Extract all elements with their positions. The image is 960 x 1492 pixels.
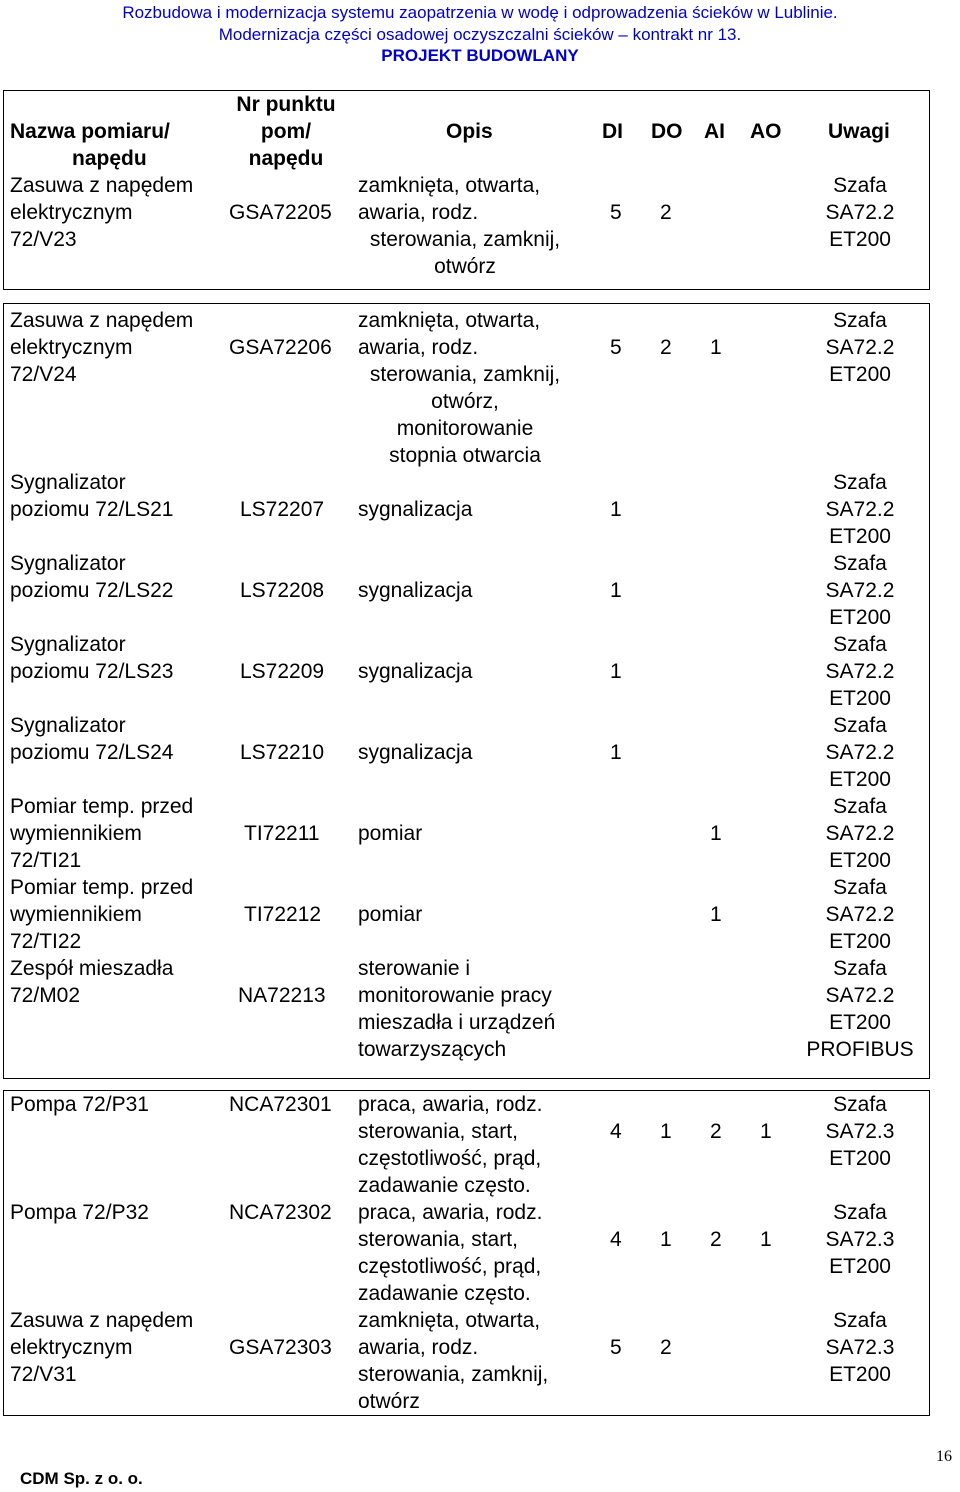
row-opis: monitorowanie (396, 417, 534, 440)
row-point: GSA72205 (229, 201, 332, 224)
row-uwagi: Szafa (833, 795, 887, 818)
row-name: Pompa 72/P32 (10, 1201, 149, 1224)
row-uwagi: SA72.2 (825, 579, 895, 602)
row-uwagi: ET200 (829, 525, 891, 548)
row-opis: pomiar (358, 903, 423, 926)
row-opis: mieszadła i urządzeń (358, 1011, 556, 1034)
company-name: CDM Sp. z o. o. (20, 1469, 143, 1488)
row-name: Pomiar temp. przed (10, 795, 194, 818)
row-uwagi: Szafa (833, 552, 887, 575)
row-opis: stopnia otwarcia (389, 444, 541, 467)
row-opis: pomiar (358, 822, 423, 845)
col-header-ao: AO (750, 120, 782, 143)
row-ai: 2 (710, 1228, 722, 1251)
row-point: NA72213 (238, 984, 326, 1007)
row-opis: sygnalizacja (358, 579, 473, 602)
row-name: Sygnalizator (10, 471, 126, 494)
row-name: Sygnalizator (10, 552, 126, 575)
row-uwagi: SA72.2 (825, 498, 895, 521)
row-point: LS72210 (240, 741, 325, 764)
row-uwagi: SA72.2 (825, 660, 895, 683)
row-ai: 1 (710, 822, 722, 845)
row-opis: awaria, rodz. (358, 201, 479, 224)
row-opis: otwórz (434, 255, 496, 278)
row-uwagi: ET200 (829, 606, 891, 629)
row-uwagi: SA72.2 (825, 336, 895, 359)
col-header-opis: Opis (446, 120, 493, 143)
row-do: 1 (660, 1120, 672, 1143)
row-opis: praca, awaria, rodz. (358, 1093, 543, 1116)
row-opis: zadawanie często. (358, 1282, 531, 1305)
row-ao: 1 (760, 1228, 772, 1251)
row-uwagi: Szafa (833, 876, 887, 899)
row-uwagi: Szafa (833, 714, 887, 737)
row-opis: częstotliwość, prąd, (358, 1255, 542, 1278)
row-name: 72/TI22 (10, 930, 82, 953)
row-point: TI72212 (244, 903, 322, 926)
row-uwagi: ET200 (829, 228, 891, 251)
row-ai: 1 (710, 336, 722, 359)
row-uwagi: ET200 (829, 1255, 891, 1278)
row-uwagi: ET200 (829, 930, 891, 953)
row-di: 1 (610, 741, 622, 764)
row-do: 1 (660, 1228, 672, 1251)
row-uwagi: Szafa (833, 309, 887, 332)
row-opis: awaria, rodz. (358, 1336, 479, 1359)
row-uwagi: ET200 (829, 1147, 891, 1170)
row-point: LS72208 (240, 579, 325, 602)
row-name: Zespół mieszadła (10, 957, 174, 980)
row-name: poziomu 72/LS24 (10, 741, 174, 764)
row-uwagi: SA72.2 (825, 201, 895, 224)
row-uwagi: ET200 (829, 849, 891, 872)
row-do: 2 (660, 201, 672, 224)
row-name: 72/M02 (10, 984, 81, 1007)
row-point: NCA72302 (229, 1201, 332, 1224)
row-opis: otwórz (358, 1390, 420, 1413)
header-title-line1: Rozbudowa i modernizacja systemu zaopatrzenia w wodę i odprowadzenia ścieków w Lublinie. (122, 3, 838, 22)
row-opis: awaria, rodz. (358, 336, 479, 359)
row-uwagi: SA72.2 (825, 822, 895, 845)
row-uwagi: Szafa (833, 1309, 887, 1332)
row-name: wymiennikiem (10, 822, 142, 845)
row-uwagi: ET200 (829, 687, 891, 710)
row-di: 1 (610, 660, 622, 683)
col-header-point-2: pom/ (260, 120, 312, 143)
row-name: 72/V24 (10, 363, 77, 386)
row-point: LS72209 (240, 660, 325, 683)
row-name: elektrycznym (10, 201, 133, 224)
row-name: poziomu 72/LS21 (10, 498, 174, 521)
row-name: wymiennikiem (10, 903, 142, 926)
row-name: Pompa 72/P31 (10, 1093, 149, 1116)
row-di: 1 (610, 498, 622, 521)
row-opis: sterowania, start, (358, 1228, 518, 1251)
header-title-line2: Modernizacja części osadowej oczyszczalni ścieków – kontrakt nr 13. (218, 25, 742, 44)
row-uwagi: ET200 (829, 1011, 891, 1034)
col-header-point: Nr punktu (236, 93, 336, 116)
row-opis: praca, awaria, rodz. (358, 1201, 543, 1224)
row-opis: sygnalizacja (358, 741, 473, 764)
col-header-ai: AI (704, 120, 725, 143)
row-uwagi: Szafa (833, 1093, 887, 1116)
col-header-uwagi: Uwagi (828, 120, 890, 143)
row-uwagi: ET200 (829, 768, 891, 791)
page-number: 16 (936, 1448, 952, 1465)
row-opis: towarzyszących (358, 1038, 507, 1061)
row-ai: 2 (710, 1120, 722, 1143)
row-uwagi: Szafa (833, 1201, 887, 1224)
col-header-name: Nazwa pomiaru/ (10, 120, 170, 143)
row-name: Zasuwa z napędem (10, 1309, 194, 1332)
row-point: LS72207 (240, 498, 325, 521)
row-di: 1 (610, 579, 622, 602)
row-opis: zadawanie często. (358, 1174, 531, 1197)
row-opis: sterowanie i (358, 957, 471, 980)
row-name: Zasuwa z napędem (10, 309, 194, 332)
row-di: 5 (610, 201, 622, 224)
row-name: 72/TI21 (10, 849, 82, 872)
row-opis: sterowania, zamknij, (369, 228, 561, 251)
row-point: NCA72301 (229, 1093, 332, 1116)
row-opis: otwórz, (431, 390, 499, 413)
row-opis: częstotliwość, prąd, (358, 1147, 542, 1170)
row-name: poziomu 72/LS23 (10, 660, 174, 683)
row-di: 5 (610, 336, 622, 359)
row-point: GSA72206 (229, 336, 332, 359)
col-header-point-3: napędu (248, 147, 324, 170)
col-header-di: DI (602, 120, 623, 143)
row-do: 2 (660, 336, 672, 359)
row-uwagi: SA72.2 (825, 741, 895, 764)
row-name: 72/V31 (10, 1363, 77, 1386)
row-di: 5 (610, 1336, 622, 1359)
row-point: GSA72303 (229, 1336, 332, 1359)
row-uwagi: SA72.3 (825, 1228, 895, 1251)
row-opis: zamknięta, otwarta, (358, 1309, 541, 1332)
row-name: elektrycznym (10, 1336, 133, 1359)
row-uwagi: Szafa (833, 633, 887, 656)
row-di: 4 (610, 1228, 622, 1251)
row-uwagi: SA72.3 (825, 1336, 895, 1359)
row-uwagi: SA72.2 (825, 984, 895, 1007)
row-uwagi: SA72.2 (825, 903, 895, 926)
row-uwagi: SA72.3 (825, 1120, 895, 1143)
row-opis: sygnalizacja (358, 498, 473, 521)
row-name: Pomiar temp. przed (10, 876, 194, 899)
row-uwagi: ET200 (829, 363, 891, 386)
col-header-name-2: napędu (72, 147, 147, 170)
row-opis: sygnalizacja (358, 660, 473, 683)
row-uwagi: Szafa (833, 957, 887, 980)
row-ai: 1 (710, 903, 722, 926)
row-point: TI72211 (244, 822, 320, 845)
row-name: 72/V23 (10, 228, 77, 251)
row-opis: sterowania, zamknij, (358, 1363, 549, 1386)
row-name: Sygnalizator (10, 714, 126, 737)
row-do: 2 (660, 1336, 672, 1359)
row-name: Zasuwa z napędem (10, 174, 194, 197)
col-header-do: DO (651, 120, 683, 143)
row-name: elektrycznym (10, 336, 133, 359)
row-uwagi: PROFIBUS (806, 1038, 914, 1061)
row-ao: 1 (760, 1120, 772, 1143)
row-opis: monitorowanie pracy (358, 984, 552, 1007)
row-uwagi: Szafa (833, 471, 887, 494)
row-opis: zamknięta, otwarta, (358, 309, 541, 332)
row-uwagi: ET200 (829, 1363, 891, 1386)
row-name: Sygnalizator (10, 633, 126, 656)
row-opis: sterowania, start, (358, 1120, 518, 1143)
row-opis: zamknięta, otwarta, (358, 174, 541, 197)
row-opis: sterowania, zamknij, (369, 363, 561, 386)
header-project-type: PROJEKT BUDOWLANY (381, 46, 579, 65)
row-name: poziomu 72/LS22 (10, 579, 174, 602)
row-uwagi: Szafa (833, 174, 887, 197)
row-di: 4 (610, 1120, 622, 1143)
